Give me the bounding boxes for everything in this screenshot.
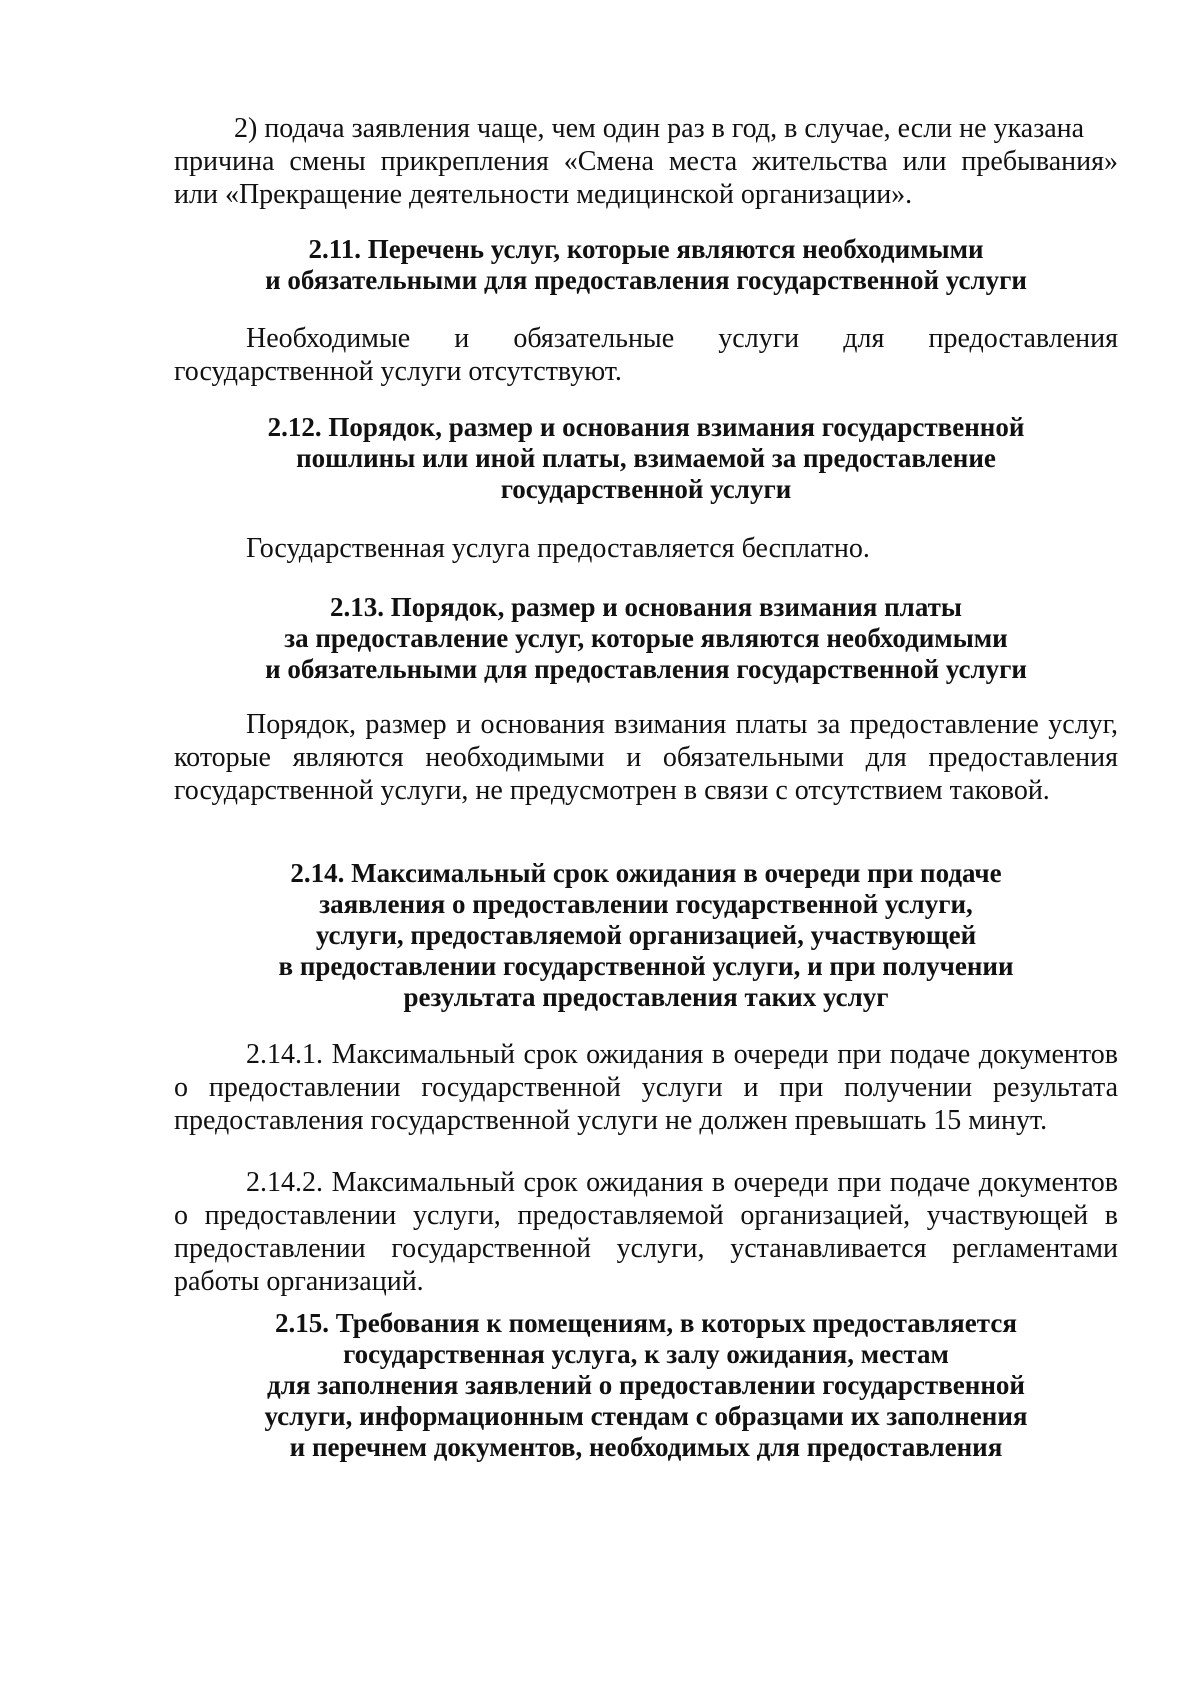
paragraph-2-13: Порядок, размер и основания взимания платы за предоставление услуг, которые являются необходимыми и обязательными для предоставления государственной услуги, не предусмотрен в связи с отсутствием таковой. [174,709,1118,806]
heading-2-14-line-3: услуги, предоставляемой организацией, участвующей [315,920,977,950]
heading-2-15 [174,1308,1118,1463]
heading-2-11 [174,234,1118,296]
intro-line-3: или «Прекращение деятельности медицинской организации». [174,179,913,210]
paragraph-2-14-2: 2.14.2. Максимальный срок ожидания в очереди при подаче документов о предоставлении услуги, предоставляемой организацией, участвующей в предоставлении государственной услуги, устанавливается регламентами работы организаций. [174,1167,1118,1297]
intro-line-2: причина смены прикрепления «Смена места жительства или пребывания» [174,146,1118,177]
heading-2-14 [174,858,1118,1013]
heading-2-11-line-2: и обязательными для предоставления государственной услуги [265,265,1027,295]
heading-2-14-line-5: результата предоставления таких услуг [403,982,889,1012]
heading-2-15-line-2: государственная услуга, к залу ожидания, местам [343,1339,949,1369]
heading-2-14-line-1: 2.14. Максимальный срок ожидания в очереди при подаче [290,858,1002,888]
intro-line-1: 2) подача заявления чаще, чем один раз в год, в случае, если не указана [234,113,1085,144]
heading-2-11-line-1: 2.11. Перечень услуг, которые являются необходимыми [308,234,984,264]
paragraph-2-14-1: 2.14.1. Максимальный срок ожидания в очереди при подаче документов о предоставлении государственной услуги и при получении результата предоставления государственной услуги не должен превышать 15 минут. [174,1039,1118,1136]
paragraph-2-12: Государственная услуга предоставляется бесплатно. [246,533,870,564]
heading-2-15-line-5: и перечнем документов, необходимых для предоставления [289,1432,1003,1462]
heading-2-15-line-3: для заполнения заявлений о предоставлении государственной [267,1370,1025,1400]
heading-2-13-line-3: и обязательными для предоставления государственной услуги [265,654,1027,684]
heading-2-12-line-1: 2.12. Порядок, размер и основания взимания государственной [267,412,1025,442]
heading-2-12-line-3: государственной услуги [500,474,792,504]
heading-2-14-line-4: в предоставлении государственной услуги, и при получении [278,951,1014,981]
heading-2-13 [174,592,1118,685]
intro-paragraph [174,112,1118,211]
heading-2-12-line-2: пошлины или иной платы, взимаемой за предоставление [296,443,996,473]
heading-2-15-line-1: 2.15. Требования к помещениям, в которых предоставляется [275,1308,1017,1338]
paragraph-2-11: Необходимые и обязательные услуги для предоставления государственной услуги отсутствуют. [174,323,1118,387]
heading-2-12 [174,412,1118,505]
heading-2-13-line-1: 2.13. Порядок, размер и основания взимания платы [330,592,962,622]
heading-2-13-line-2: за предоставление услуг, которые являются необходимыми [284,623,1008,653]
heading-2-15-line-4: услуги, информационным стендам с образцами их заполнения [264,1401,1028,1431]
heading-2-14-line-2: заявления о предоставлении государственной услуги, [319,889,973,919]
